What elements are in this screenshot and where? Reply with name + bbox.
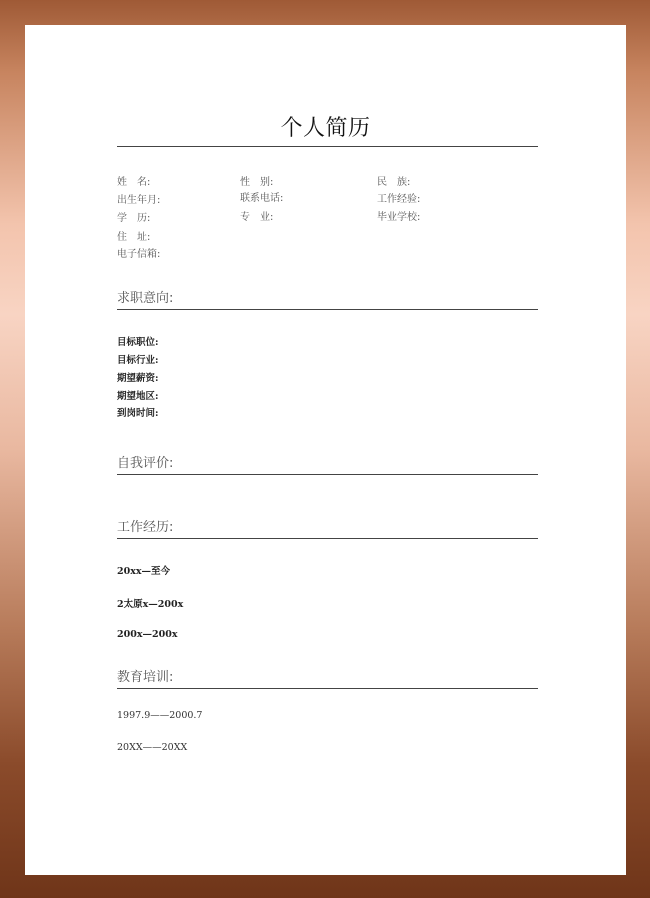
field-email: 电子信箱: [117,249,161,260]
personal-info-block [117,173,538,283]
intent-start-date: 到岗时间: [117,408,159,419]
section-heading-education-training: 教育培训: [117,666,538,689]
field-experience: 工作经验: [377,194,421,205]
work-entry: 20xx—至今 [117,566,171,577]
page-title: 个人简历 [280,116,371,141]
title-divider [117,146,538,147]
field-name: 姓 名: [117,177,151,188]
field-birth: 出生年月: [117,195,161,206]
work-entry: 200x—200x [117,629,178,640]
field-address: 住 址: [117,232,151,243]
section-heading-work-experience: 工作经历: [117,516,538,539]
section-heading-self-evaluation: 自我评价: [117,452,538,475]
field-phone: 联系电话: [240,193,284,204]
resume-sheet [25,25,626,875]
education-entry: 1997.9——2000.7 [117,710,203,721]
field-major: 专 业: [240,212,274,223]
field-ethnicity: 民 族: [377,177,411,188]
field-school: 毕业学校: [377,212,421,223]
intent-target-industry: 目标行业: [117,355,159,366]
field-gender: 性 别: [240,177,274,188]
intent-expected-salary: 期望薪资: [117,373,159,384]
intent-target-position: 目标职位: [117,337,159,348]
education-entry: 20XX——20XX [117,742,188,753]
work-entry: 2太原x—200x [117,599,184,610]
field-education: 学 历: [117,213,151,224]
intent-expected-region: 期望地区: [117,391,159,402]
section-heading-job-intent: 求职意向: [117,287,538,310]
